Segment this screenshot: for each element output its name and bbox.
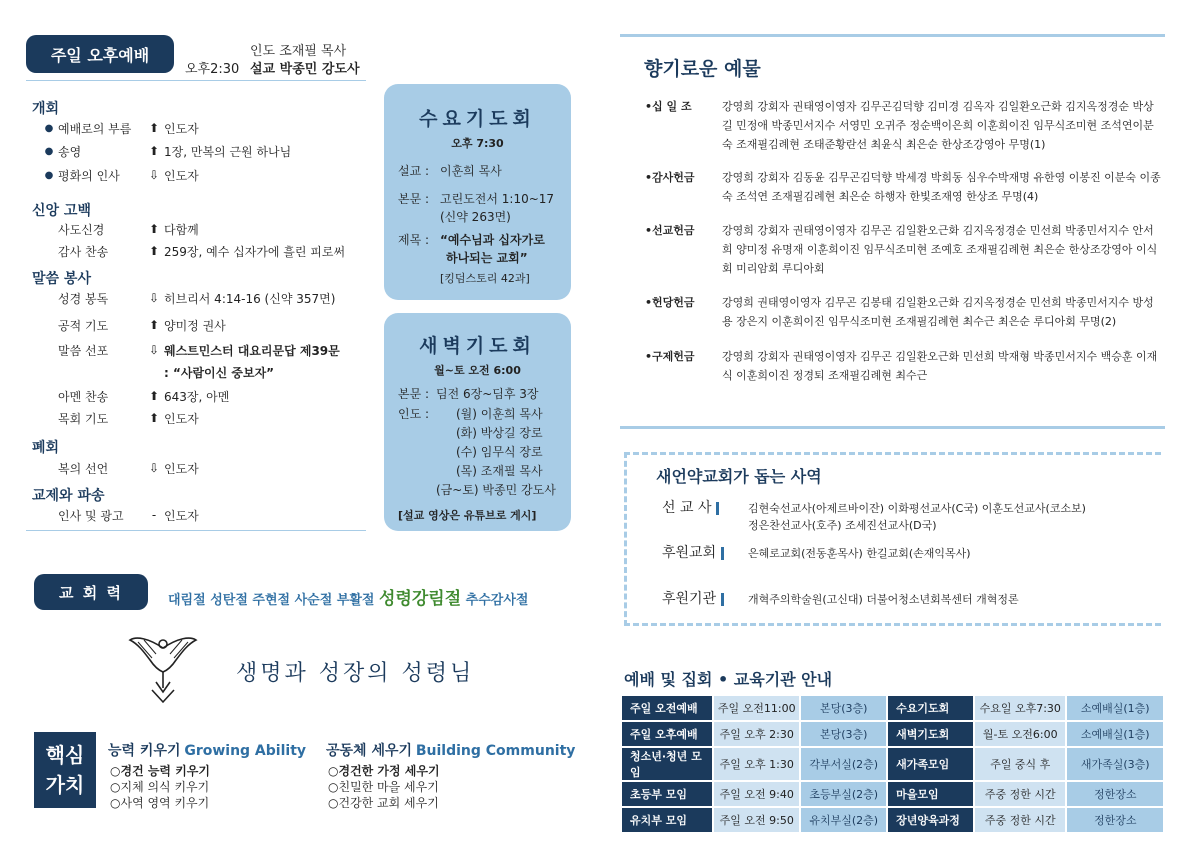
- order-value: 인도자: [164, 168, 199, 183]
- order-bullet: ●: [44, 122, 54, 134]
- order-row: [40, 117, 380, 139]
- afternoon-service-time: 오후2:30: [185, 62, 240, 77]
- order-value: 인도자: [164, 461, 199, 476]
- calendar-current-season: 성령강림절: [379, 589, 462, 609]
- ability-en: Growing Ability: [184, 743, 307, 759]
- guide-row: [622, 722, 1163, 746]
- mission-label-text: 후원교회: [662, 545, 717, 561]
- dawn-leader: (수) 임무식 장로: [456, 445, 543, 459]
- order-name: 말씀 선포: [58, 343, 109, 358]
- guide-cell: 수요기도회: [888, 696, 973, 720]
- wednesday-preach-value: 이훈희 목사: [440, 164, 502, 178]
- header-underline: [26, 80, 366, 81]
- guide-cell: 주일 오전 9:40: [714, 782, 799, 806]
- calendar-seasons-after: 추수감사절: [465, 593, 529, 608]
- order-arrow: ⬆: [148, 222, 160, 236]
- dawn-time: 월~토 오전 6:00: [434, 364, 521, 377]
- dawn-leader: (목) 조재필 목사: [456, 464, 543, 478]
- guide-row: [622, 808, 1163, 832]
- mission-names: 김현숙선교사(아제르바이잔) 이화평선교사(C국) 이훈도선교사(코소보): [748, 502, 1086, 515]
- offering-bottom-rule: [620, 426, 1165, 429]
- dawn-title: 새벽기도회: [419, 335, 536, 357]
- order-arrow: ⬆: [148, 318, 160, 332]
- wednesday-topic-line1: “예수님과 십자가로: [440, 233, 545, 247]
- order-row: [40, 361, 380, 383]
- offering-label: •구제헌금: [645, 350, 695, 363]
- order-arrow: ⇩: [148, 343, 160, 357]
- calendar-theme: 생명과 성장의 성령님: [236, 661, 475, 686]
- order-arrow: ⇩: [148, 461, 160, 475]
- mission-label: [662, 542, 724, 562]
- dove-icon: [128, 630, 198, 706]
- guide-cell: 마을모임: [888, 782, 973, 806]
- core-value-item: ○경건 능력 키우기: [110, 764, 210, 778]
- community-title: 공동체 세우기: [326, 743, 413, 759]
- wednesday-text-value: 고린도전서 1:10~17: [440, 192, 555, 206]
- guide-cell: 주일 중식 후: [975, 748, 1065, 780]
- mission-bar-icon: [721, 547, 724, 560]
- order-value: 인도자: [164, 508, 199, 523]
- core-values-badge: [34, 732, 96, 808]
- core-value-item: ○지체 의식 키우기: [110, 780, 210, 794]
- order-value: 웨스트민스터 대요리문답 제39문: [164, 343, 340, 358]
- order-arrow: ⇩: [148, 291, 160, 305]
- order-name: 목회 기도: [58, 411, 109, 426]
- order-row: [40, 218, 380, 240]
- section-close: 폐회: [32, 440, 60, 456]
- order-row: [40, 140, 380, 162]
- dawn-leader: (금~토) 박종민 강도사: [436, 483, 556, 497]
- order-row: [40, 240, 380, 262]
- wednesday-prayer-box: [384, 84, 571, 300]
- order-name: 평화의 인사: [58, 168, 120, 183]
- guide-cell: 본당(3층): [801, 696, 886, 720]
- wednesday-topic-label: 제목 :: [398, 233, 430, 247]
- ability-heading: [108, 740, 306, 760]
- offering-label: •헌당헌금: [645, 296, 695, 309]
- afternoon-service-leader: 인도 조재필 목사: [250, 44, 347, 59]
- section-open: 개회: [32, 101, 60, 117]
- order-value: 1장, 만복의 근원 하나님: [164, 144, 292, 159]
- community-heading: [326, 740, 575, 760]
- offering-names: 강영희 강회자 권태영이영자 김무곤 김일환오근화 김지옥정경순 민선희 박종민서지수 안서희 양미정 유명재 이훈희이진 임무식조미현 조예호 조재필김례현 최은순 한상조강영아 이식회 미리암회 루디아회: [722, 224, 1158, 275]
- offering-names: 강영희 강회자 김동윤 김무곤김덕향 박세경 박희동 심우수박재명 유한영 이봉진 이분숙 이종숙 조석연 조재필김례현 최은순 하행자 한빛조재영 한상조 무명(4): [722, 171, 1161, 203]
- mission-names: 정은찬선교사(호주) 조세진선교사(D국): [748, 519, 937, 532]
- guide-cell: 청소년·청년 모임: [622, 748, 712, 780]
- mission-bar-icon: [716, 502, 719, 515]
- section-word: 말씀 봉사: [32, 271, 91, 287]
- guide-cell: 새가족모임: [888, 748, 973, 780]
- order-value: 히브리서 4:14-16 (신약 357면): [164, 291, 336, 306]
- order-name: 아멘 찬송: [58, 389, 109, 404]
- order-arrow: -: [151, 508, 157, 522]
- guide-cell: 주일 오후 1:30: [714, 748, 799, 780]
- wednesday-text-label: 본문 :: [398, 192, 430, 206]
- mission-label-text: 후원기관: [662, 591, 717, 607]
- offering-label: •선교헌금: [645, 224, 695, 237]
- order-arrow: ⬆: [148, 389, 160, 403]
- dawn-prayer-box: [384, 313, 571, 531]
- order-value: 인도자: [164, 411, 199, 426]
- order-row: [40, 339, 380, 361]
- guide-cell: 새벽기도회: [888, 722, 973, 746]
- wednesday-time: 오후 7:30: [451, 137, 504, 150]
- dawn-leader: (월) 이훈희 목사: [456, 407, 543, 421]
- order-value: 259장, 예수 십자가에 흘린 피로써: [164, 244, 346, 259]
- mission-names: 개혁주의학술원(고신대) 더불어청소년회복센터 개혁정론: [748, 593, 1019, 606]
- mission-names: 은혜로교회(전동훈목사) 한길교회(손재익목사): [748, 547, 971, 560]
- wednesday-series: [킹덤스토리 42과]: [440, 272, 530, 285]
- section-creed: 신앙 고백: [32, 203, 91, 219]
- guide-cell: 주중 정한 시간: [975, 808, 1065, 832]
- order-value: 인도자: [164, 121, 199, 136]
- guide-row: [622, 782, 1163, 806]
- mission-label: [662, 497, 719, 517]
- guide-cell: 소예배실(1층): [1067, 722, 1163, 746]
- guide-cell: 초등부 모임: [622, 782, 712, 806]
- offering-label: •감사헌금: [645, 171, 695, 184]
- dawn-lead-label: 인도 :: [398, 407, 430, 421]
- order-name: 감사 찬송: [58, 244, 109, 259]
- offering-title: 향기로운 예물: [644, 58, 761, 80]
- order-value: 양미정 권사: [164, 318, 226, 333]
- offering-names: 강영희 강회자 권태영이영자 김무곤김덕향 김미경 김옥자 김일환오근화 김지옥정경순 박상길 민정애 박종민서지수 서영민 오귀주 정순백이은희 이훈희이진 임무식조미현 조석연이분숙 조재필김례현 조태준황란선 최윤식 최은순 한상조강영아 무명(1): [722, 100, 1154, 151]
- mission-bar-icon: [721, 593, 724, 606]
- guide-cell: 주일 오전예배: [622, 696, 712, 720]
- guide-cell: 본당(3층): [801, 722, 886, 746]
- wednesday-title: 수요기도회: [419, 108, 536, 130]
- guide-cell: 주일 오후 2:30: [714, 722, 799, 746]
- offering-top-rule: [620, 34, 1165, 37]
- guide-cell: 각부서실(2층): [801, 748, 886, 780]
- dawn-text-label: 본문 :: [398, 387, 430, 401]
- guide-cell: 유치부실(2층): [801, 808, 886, 832]
- afternoon-service-preacher: 설교 박종민 강도사: [250, 62, 360, 77]
- guide-cell: 초등부실(2층): [801, 782, 886, 806]
- dawn-text-value: 딤전 6장~딤후 3장: [436, 387, 539, 401]
- order-arrow: ⇩: [148, 168, 160, 182]
- core-value-item: ○건강한 교회 세우기: [328, 796, 439, 810]
- church-calendar-badge: 교 회 력: [34, 574, 148, 610]
- order-arrow: ⬆: [148, 244, 160, 258]
- order-bullet: ●: [44, 145, 54, 157]
- guide-table: [620, 694, 1165, 834]
- section-fellowship: 교제와 파송: [32, 488, 105, 504]
- guide-title: 예배 및 집회 • 교육기관 안내: [624, 670, 833, 689]
- order-row: [40, 314, 380, 336]
- order-value: 다함께: [164, 222, 199, 237]
- offering-names: 강영희 권태영이영자 김무곤 김봉태 김일환오근화 김지옥정경순 민선희 박종민서지수 방성용 장은지 이훈희이진 임무식조미현 조재필김례현 최수근 최은순 루디아회 무명(2): [722, 296, 1154, 328]
- order-name: 송영: [58, 144, 82, 159]
- guide-cell: 주일 오전 9:50: [714, 808, 799, 832]
- dawn-leader: (화) 박상길 장로: [456, 426, 543, 440]
- guide-cell: 정한장소: [1067, 782, 1163, 806]
- guide-cell: 소예배실(1층): [1067, 696, 1163, 720]
- guide-cell: 주중 정한 시간: [975, 782, 1065, 806]
- calendar-seasons: [168, 584, 528, 609]
- order-name: 인사 및 광고: [58, 508, 124, 523]
- mission-label: [662, 588, 724, 608]
- order-arrow: ⬆: [148, 144, 160, 158]
- wednesday-topic-line2: 하나되는 교회”: [446, 251, 528, 265]
- guide-row: [622, 696, 1163, 720]
- order-name: 성경 봉독: [58, 291, 109, 306]
- calendar-seasons-before: 대림절 성탄절 주현절 사순절 부활절: [168, 593, 375, 608]
- order-arrow: ⬆: [148, 411, 160, 425]
- order-row: [40, 287, 380, 309]
- dawn-notice: [설교 영상은 유튜브로 게시]: [398, 509, 537, 522]
- guide-cell: 주일 오후예배: [622, 722, 712, 746]
- wednesday-preach-label: 설교 :: [398, 164, 430, 178]
- mission-title: 새언약교회가 돕는 사역: [656, 467, 822, 486]
- guide-cell: 주일 오전11:00: [714, 696, 799, 720]
- order-value: 643장, 아멘: [164, 389, 230, 404]
- afternoon-service-badge: 주일 오후예배: [26, 35, 174, 73]
- core-value-item: ○친밀한 마을 세우기: [328, 780, 439, 794]
- order-name: 공적 기도: [58, 318, 109, 333]
- guide-row: [622, 748, 1163, 780]
- guide-cell: 정한장소: [1067, 808, 1163, 832]
- order-name: 복의 선언: [58, 461, 109, 476]
- core-value-item: ○경건한 가정 세우기: [328, 764, 440, 778]
- order-row: [40, 504, 380, 526]
- order-row: [40, 164, 380, 186]
- order-arrow: ⬆: [148, 121, 160, 135]
- order-bullet: ●: [44, 169, 54, 181]
- ability-title: 능력 키우기: [108, 743, 181, 759]
- order-row: [40, 385, 380, 407]
- order-value: : “사람이신 중보자”: [164, 365, 275, 380]
- guide-cell: 월-토 오전6:00: [975, 722, 1065, 746]
- offering-label: •십 일 조: [645, 100, 692, 113]
- order-row: [40, 457, 380, 479]
- order-name: 예배로의 부름: [58, 121, 132, 136]
- offering-names: 강영희 강회자 권태영이영자 김무곤 김일환오근화 민선희 박재형 박종민서지수 백승훈 이재식 이훈희이진 정경퇴 조재필김례현 최수근: [722, 350, 1158, 382]
- core-label-2: 가치: [45, 773, 85, 797]
- order-row: [40, 407, 380, 429]
- wednesday-text-page: (신약 263면): [440, 210, 511, 224]
- community-en: Building Community: [415, 743, 576, 759]
- order-name: 사도신경: [58, 222, 105, 237]
- core-value-item: ○사역 영역 키우기: [110, 796, 210, 810]
- guide-cell: 수요일 오후7:30: [975, 696, 1065, 720]
- core-label-1: 핵심: [45, 743, 85, 767]
- guide-cell: 장년양육과정: [888, 808, 973, 832]
- guide-cell: 유치부 모임: [622, 808, 712, 832]
- mission-label-text: 선 교 사: [662, 500, 712, 516]
- guide-cell: 새가족실(3층): [1067, 748, 1163, 780]
- order-bottom-line: [26, 530, 366, 531]
